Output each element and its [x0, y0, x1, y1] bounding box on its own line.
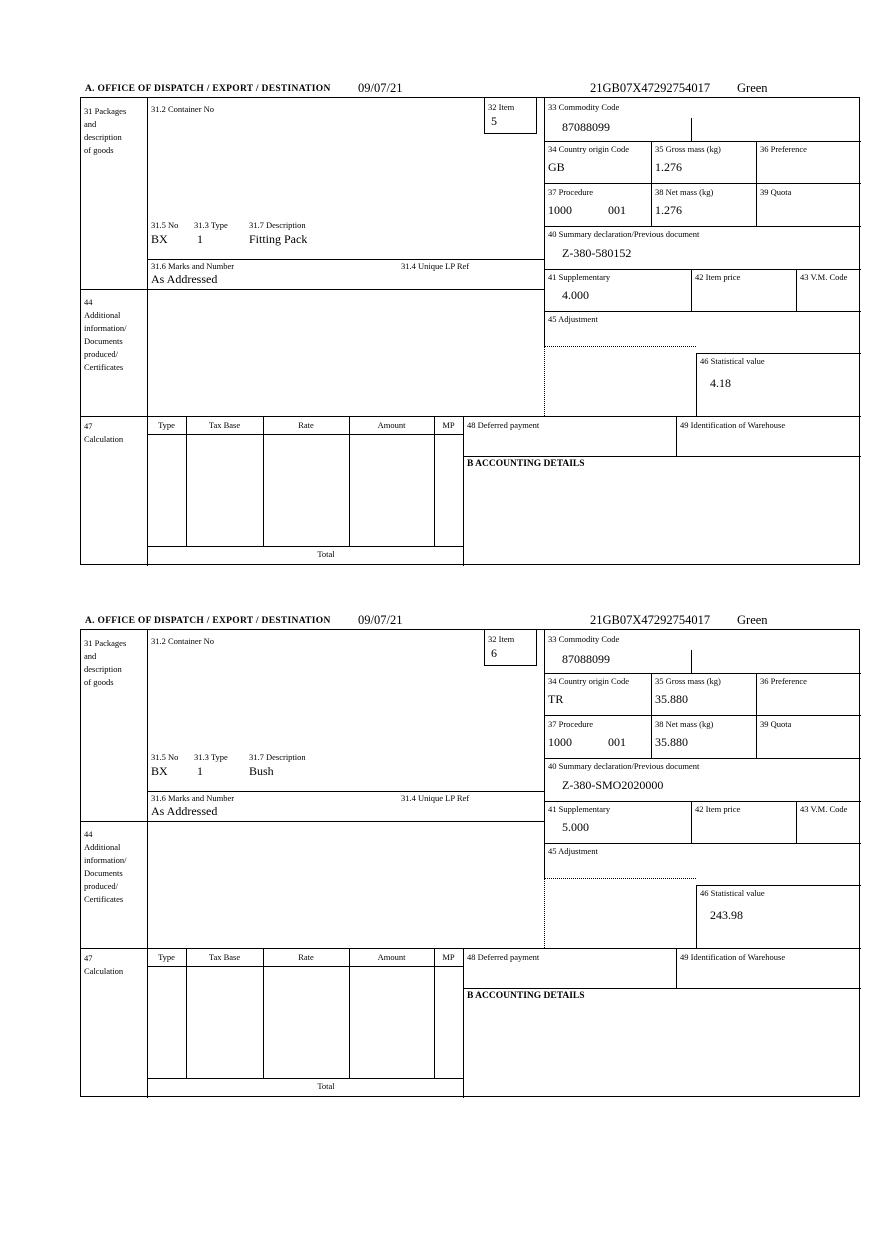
supplementary-label: 41 Supplementary [548, 272, 611, 282]
grid-line [536, 630, 537, 665]
net-mass-label: 38 Net mass (kg) [655, 719, 714, 729]
grid-line [696, 353, 697, 416]
item-number-value: 5 [491, 114, 497, 128]
packages-description-label [84, 105, 126, 157]
grid-line [147, 966, 463, 967]
warehouse-identification-label: 49 Identification of Warehouse [680, 952, 786, 962]
label-line: and [84, 651, 97, 661]
preference-label: 36 Preference [760, 144, 807, 154]
grid-line [691, 801, 692, 843]
net-mass-value: 35.880 [655, 735, 688, 749]
label-line: of goods [84, 677, 114, 687]
item-price-label: 42 Item price [695, 272, 741, 282]
label-line: Calculation [84, 966, 124, 976]
statistical-value: 243.98 [710, 908, 743, 922]
calc-total-label: Total [317, 549, 335, 559]
movement-reference-number: 21GB07X47292754017 [590, 81, 711, 95]
calc-total-label: Total [317, 1081, 335, 1091]
package-no-label: 31.5 No [151, 752, 179, 762]
goods-description-label: 31.7 Description [249, 752, 306, 762]
label-line: 47 [84, 953, 93, 963]
label-line: description [84, 664, 122, 674]
dotted-grid-line [544, 878, 545, 948]
adjustment-label: 45 Adjustment [548, 314, 598, 324]
procedure-label: 37 Procedure [548, 187, 594, 197]
gross-mass-label: 35 Gross mass (kg) [655, 676, 721, 686]
calculation-label [84, 420, 123, 446]
deferred-payment-label: 48 Deferred payment [467, 420, 540, 430]
procedure-value: 1000 [548, 203, 572, 217]
grid-line [544, 715, 861, 716]
unique-lp-ref-label: 31.4 Unique LP Ref [401, 261, 470, 271]
marks-number-value: As Addressed [151, 804, 218, 818]
container-no-label: 31.2 Container No [151, 104, 215, 114]
statistical-value-label: 46 Statistical value [700, 356, 765, 366]
grid-line [434, 948, 435, 1078]
calc-col-type: Type [158, 952, 175, 962]
accounting-details-label: B ACCOUNTING DETAILS [467, 991, 585, 1001]
label-line: Certificates [84, 362, 124, 372]
summary-declaration-label: 40 Summary declaration/Previous document [548, 229, 700, 239]
label-line: 44 [84, 829, 93, 839]
marks-number-value: As Addressed [151, 272, 218, 286]
grid-line [463, 456, 861, 457]
item-form-box [80, 629, 860, 1097]
item-number-value: 6 [491, 646, 497, 660]
grid-line [676, 416, 677, 456]
grid-line [691, 650, 692, 673]
procedure-extension-value: 001 [608, 203, 626, 217]
label-line: Documents [84, 868, 123, 878]
grid-line [544, 98, 545, 346]
label-line: description [84, 132, 122, 142]
grid-line [186, 416, 187, 546]
supplementary-label: 41 Supplementary [548, 804, 611, 814]
deferred-payment-label: 48 Deferred payment [467, 952, 540, 962]
grid-line [349, 948, 350, 1078]
grid-line [696, 885, 861, 886]
summary-declaration-value: Z-380-580152 [562, 246, 632, 260]
grid-line [696, 885, 697, 948]
item-price-label: 42 Item price [695, 804, 741, 814]
grid-line [484, 630, 485, 665]
grid-line [263, 416, 264, 546]
grid-line [463, 988, 861, 989]
unique-lp-ref-label: 31.4 Unique LP Ref [401, 793, 470, 803]
calc-col-amount: Amount [377, 420, 406, 430]
grid-line [544, 673, 861, 674]
grid-line [263, 948, 264, 1078]
grid-line [147, 791, 544, 792]
country-origin-value: GB [548, 160, 565, 174]
label-line: 44 [84, 297, 93, 307]
packages-description-label [84, 637, 126, 689]
declaration-date: 09/07/21 [358, 613, 403, 627]
vm-code-label: 43 V.M. Code [800, 272, 848, 282]
office-of-dispatch-label: A. OFFICE OF DISPATCH / EXPORT / DESTINATION [85, 84, 331, 94]
dotted-grid-line [544, 878, 696, 879]
dotted-grid-line [544, 346, 545, 416]
package-type-label: 31.3 Type [194, 220, 228, 230]
label-line: information/ [84, 855, 127, 865]
calculation-label [84, 952, 123, 978]
grid-line [544, 801, 861, 802]
commodity-code-label: 33 Commodity Code [548, 634, 620, 644]
calc-col-rate: Rate [298, 420, 314, 430]
grid-line [81, 289, 544, 290]
package-type-value: 1 [197, 232, 203, 246]
grid-line [186, 948, 187, 1078]
commodity-code-value: 87088099 [562, 120, 610, 134]
grid-line [691, 269, 692, 311]
grid-line [81, 416, 861, 417]
gross-mass-value: 35.880 [655, 692, 688, 706]
grid-line [544, 269, 861, 270]
summary-declaration-label: 40 Summary declaration/Previous document [548, 761, 700, 771]
grid-line [544, 226, 861, 227]
grid-line [81, 948, 861, 949]
package-no-label: 31.5 No [151, 220, 179, 230]
calc-col-amount: Amount [377, 952, 406, 962]
label-line: produced/ [84, 349, 118, 359]
grid-line [544, 843, 861, 844]
summary-declaration-value: Z-380-SMO2020000 [562, 778, 664, 792]
dotted-grid-line [544, 346, 696, 347]
procedure-value: 1000 [548, 735, 572, 749]
country-origin-value: TR [548, 692, 564, 706]
label-line: of goods [84, 145, 114, 155]
commodity-code-value: 87088099 [562, 652, 610, 666]
grid-line [484, 98, 485, 133]
grid-line [544, 630, 545, 878]
grid-line [544, 183, 861, 184]
calc-col-mp: MP [442, 952, 455, 962]
additional-information-label [84, 296, 127, 374]
statistical-value-label: 46 Statistical value [700, 888, 765, 898]
grid-line [544, 758, 861, 759]
label-line: and [84, 119, 97, 129]
marks-number-label: 31.6 Marks and Number [151, 793, 235, 803]
grid-line [544, 311, 861, 312]
item-number-label: 32 Item [488, 634, 515, 644]
package-no-value: BX [151, 764, 168, 778]
grid-line [544, 141, 861, 142]
grid-line [81, 821, 544, 822]
goods-description-label: 31.7 Description [249, 220, 306, 230]
label-line: produced/ [84, 881, 118, 891]
grid-line [796, 269, 797, 311]
supplementary-value: 5.000 [562, 820, 589, 834]
gross-mass-value: 1.276 [655, 160, 682, 174]
goods-description-value: Bush [249, 764, 274, 778]
calc-col-type: Type [158, 420, 175, 430]
calc-col-tax-base: Tax Base [208, 420, 241, 430]
label-line: 31 Packages [84, 638, 127, 648]
grid-line [349, 416, 350, 546]
office-of-dispatch-label: A. OFFICE OF DISPATCH / EXPORT / DESTINATION [85, 616, 331, 626]
commodity-code-label: 33 Commodity Code [548, 102, 620, 112]
grid-line [147, 434, 463, 435]
routing-status: Green [737, 81, 768, 95]
label-line: 31 Packages [84, 106, 127, 116]
grid-line [434, 416, 435, 546]
accounting-details-label: B ACCOUNTING DETAILS [467, 459, 585, 469]
label-line: 47 [84, 421, 93, 431]
grid-line [696, 353, 861, 354]
warehouse-identification-label: 49 Identification of Warehouse [680, 420, 786, 430]
grid-line [147, 546, 463, 547]
package-type-label: 31.3 Type [194, 752, 228, 762]
label-line: Additional [84, 842, 121, 852]
label-line: Certificates [84, 894, 124, 904]
grid-line [676, 948, 677, 988]
label-line: Calculation [84, 434, 124, 444]
procedure-extension-value: 001 [608, 735, 626, 749]
net-mass-value: 1.276 [655, 203, 682, 217]
calc-col-tax-base: Tax Base [208, 952, 241, 962]
grid-line [147, 630, 148, 1098]
country-origin-label: 34 Country origin Code [548, 676, 629, 686]
statistical-value: 4.18 [710, 376, 731, 390]
declaration-date: 09/07/21 [358, 81, 403, 95]
adjustment-label: 45 Adjustment [548, 846, 598, 856]
movement-reference-number: 21GB07X47292754017 [590, 613, 711, 627]
goods-description-value: Fitting Pack [249, 232, 308, 246]
routing-status: Green [737, 613, 768, 627]
grid-line [463, 948, 464, 1098]
grid-line [147, 1078, 463, 1079]
quota-label: 39 Quota [760, 187, 792, 197]
supplementary-value: 4.000 [562, 288, 589, 302]
package-no-value: BX [151, 232, 168, 246]
gross-mass-label: 35 Gross mass (kg) [655, 144, 721, 154]
label-line: Additional [84, 310, 121, 320]
grid-line [691, 118, 692, 141]
preference-label: 36 Preference [760, 676, 807, 686]
grid-line [484, 133, 537, 134]
grid-line [536, 98, 537, 133]
container-no-label: 31.2 Container No [151, 636, 215, 646]
label-line: information/ [84, 323, 127, 333]
grid-line [484, 665, 537, 666]
item-form-box [80, 97, 860, 565]
label-line: Documents [84, 336, 123, 346]
procedure-label: 37 Procedure [548, 719, 594, 729]
grid-line [463, 416, 464, 566]
item-number-label: 32 Item [488, 102, 515, 112]
vm-code-label: 43 V.M. Code [800, 804, 848, 814]
package-type-value: 1 [197, 764, 203, 778]
grid-line [147, 98, 148, 566]
declaration-item-section [80, 610, 862, 1110]
grid-line [796, 801, 797, 843]
calc-col-rate: Rate [298, 952, 314, 962]
marks-number-label: 31.6 Marks and Number [151, 261, 235, 271]
country-origin-label: 34 Country origin Code [548, 144, 629, 154]
additional-information-label [84, 828, 127, 906]
declaration-item-section [80, 78, 862, 578]
quota-label: 39 Quota [760, 719, 792, 729]
net-mass-label: 38 Net mass (kg) [655, 187, 714, 197]
calc-col-mp: MP [442, 420, 455, 430]
grid-line [147, 259, 544, 260]
